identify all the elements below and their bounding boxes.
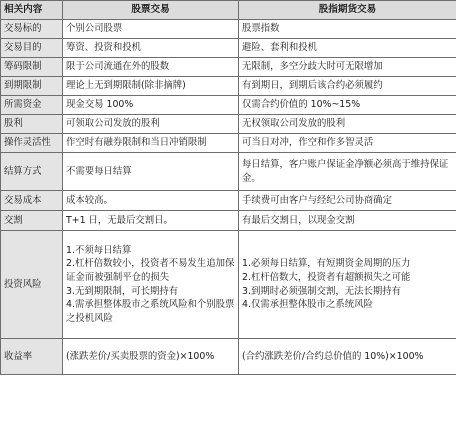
row-label: 股利 (1, 115, 63, 134)
row-label: 交易标的 (1, 20, 63, 39)
stock-cell: 作空时有融券限制和当日冲销限制 (63, 134, 239, 153)
header-topic: 相关内容 (1, 1, 63, 20)
row-label: 到期限制 (1, 77, 63, 96)
stock-cell: 成本较高。 (63, 191, 239, 211)
table-row (1, 134, 456, 153)
futures-cell: 有到期日，到期后该合约必须履约 (239, 77, 456, 96)
table-row (1, 39, 456, 58)
stock-cell (63, 231, 239, 339)
stock-cell: (涨跌差价/买卖股票的资金)×100% (63, 339, 239, 375)
futures-cell: 仅需合约价值的 10%~15% (239, 96, 456, 115)
row-label: 所需资金 (1, 96, 63, 115)
futures-cell: 有最后交割日，以现金交割 (239, 211, 456, 231)
risk-item: 3.到期时必须强制交割，无法长期持有 (242, 285, 401, 297)
table-row (1, 96, 456, 115)
futures-cell: 股票指数 (239, 20, 456, 39)
stock-cell: T+1 日，无最后交割日。 (63, 211, 239, 231)
table-row (1, 58, 456, 77)
futures-cell: 每日结算，客户账户保证金净额必须高于维持保证金。 (239, 153, 456, 191)
header-stock-trading: 股票交易 (63, 1, 239, 20)
futures-cell: 避险、套利和投机 (239, 39, 456, 58)
stock-cell: 可领取公司发放的股利 (63, 115, 239, 134)
row-label: 结算方式 (1, 153, 63, 191)
stock-cell: 不需要每日结算 (63, 153, 239, 191)
table-row (1, 211, 456, 231)
row-label: 交易成本 (1, 191, 63, 211)
futures-cell: 手续费可由客户与经纪公司协商确定 (239, 191, 456, 211)
table-row (1, 115, 456, 134)
header-row (1, 1, 456, 20)
table-row (1, 20, 456, 39)
table-row (1, 77, 456, 96)
row-label: 交易目的 (1, 39, 63, 58)
risk-item: 1.不须每日结算 (66, 244, 132, 256)
row-label: 收益率 (1, 339, 63, 375)
risk-item: 1.必须每日结算，有短期资金周期的压力 (242, 258, 411, 270)
stock-cell: 现金交易 100% (63, 96, 239, 115)
row-label: 投资风险 (1, 231, 63, 339)
stock-cell: 筹资、投资和投机 (63, 39, 239, 58)
table-row (1, 153, 456, 191)
risk-item: 3.无到期限制，可长期持有 (66, 285, 179, 297)
futures-cell: (合约涨跌差价/合约总价值的 10%)×100% (239, 339, 456, 375)
stock-cell: 限于公司流通在外的股数 (63, 58, 239, 77)
risk-item: 2.杠杆倍数大，投资者有超额损失之可能 (242, 271, 411, 283)
futures-cell (239, 231, 456, 339)
row-label: 交割 (1, 211, 63, 231)
stock-cell: 个别公司股票 (63, 20, 239, 39)
futures-cell: 无权领取公司发放的股利 (239, 115, 456, 134)
header-index-futures-trading: 股指期货交易 (239, 1, 456, 20)
futures-cell: 可当日对冲，作空和作多智灵活 (239, 134, 456, 153)
table-row (1, 339, 456, 375)
table-row (1, 191, 456, 211)
risk-item: 2.杠杆倍数较小，投资者不易发生追加保证金而被强制平仓的损失 (66, 258, 235, 283)
stock-cell: 理论上无到期限制(除非摘牌) (63, 77, 239, 96)
futures-cell: 无限制，多空分歧大时可无限增加 (239, 58, 456, 77)
row-label: 操作灵活性 (1, 134, 63, 153)
risk-item: 4.需承担整体股市之系统风险和个别股票之投机风险 (66, 299, 235, 324)
row-label: 筹码限制 (1, 58, 63, 77)
risk-item: 4.仅需承担整体股市之系统风险 (242, 299, 373, 311)
table-row (1, 231, 456, 339)
